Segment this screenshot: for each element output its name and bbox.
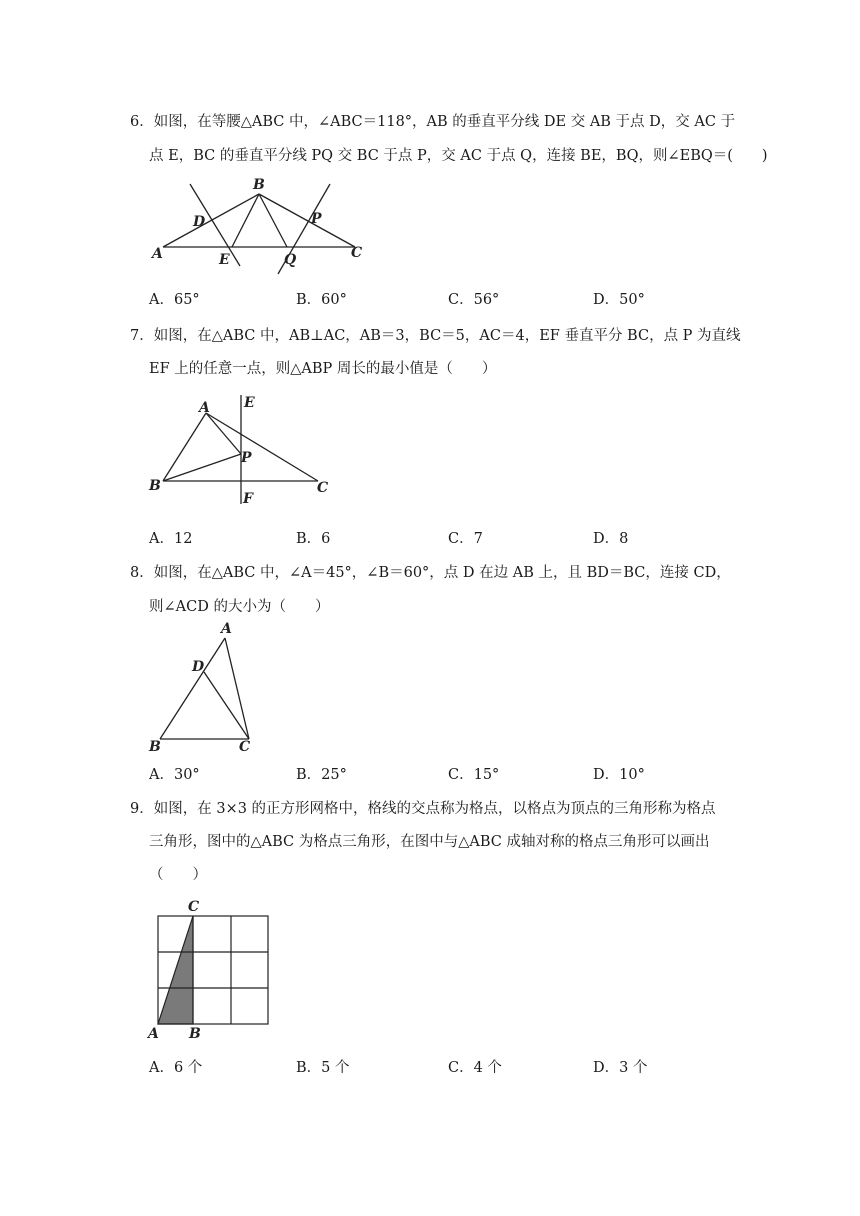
question-6-figure (145, 170, 375, 280)
question-8-option-c[interactable]: C．15° (448, 767, 500, 783)
question-9-line-3: （ ） (149, 867, 207, 883)
fig7-label-b: B (149, 478, 161, 494)
question-6-option-a[interactable]: A．65° (149, 292, 200, 308)
question-8-option-b[interactable]: B．25° (296, 767, 347, 783)
fig6-label-p: P (311, 211, 322, 227)
fig8-label-b: B (149, 739, 161, 755)
fig7-label-p: P (241, 450, 252, 466)
question-9-option-b[interactable]: B．5 个 (296, 1060, 350, 1076)
fig6-label-b: B (253, 177, 265, 193)
question-7-option-d[interactable]: D．8 (593, 531, 629, 547)
fig6-label-e: E (219, 252, 230, 268)
question-8-option-a[interactable]: A．30° (149, 767, 200, 783)
fig7-label-e: E (244, 395, 255, 411)
question-8-line-1: 8．如图，在△ABC 中，∠A＝45°，∠B＝60°，点 D 在边 AB 上，且 BD＝BC，连接 CD， (130, 565, 731, 581)
question-9-option-c[interactable]: C．4 个 (448, 1060, 502, 1076)
fig9-label-c: C (188, 899, 200, 915)
fig6-label-c: C (351, 245, 363, 261)
fig6-label-d: D (193, 214, 206, 230)
fig7-label-c: C (317, 480, 329, 496)
fig7-label-a: A (199, 400, 210, 416)
question-8-figure (145, 620, 265, 760)
question-6-line-1: 6．如图，在等腰△ABC 中，∠ABC＝118°，AB 的垂直平分线 DE 交 AB 于点 D，交 AC 于 (130, 114, 736, 130)
fig6-label-a: A (152, 246, 163, 262)
question-9-option-a[interactable]: A．6 个 (149, 1060, 203, 1076)
question-7-line-2: EF 上的任意一点，则△ABP 周长的最小值是（ ） (149, 361, 497, 377)
question-9-line-1: 9．如图，在 3×3 的正方形网格中，格线的交点称为格点，以格点为顶点的三角形称为格点 (130, 801, 716, 817)
question-7-line-1: 7．如图，在△ABC 中，AB⊥AC，AB＝3，BC＝5，AC＝4，EF 垂直平分 BC，点 P 为直线 (130, 328, 741, 344)
fig8-label-d: D (192, 659, 205, 675)
fig7-label-f: F (243, 491, 253, 507)
question-6-option-d[interactable]: D．50° (593, 292, 645, 308)
fig6-label-q: Q (284, 252, 297, 268)
question-6-line-2: 点 E，BC 的垂直平分线 PQ 交 BC 于点 P，交 AC 于点 Q，连接 BE，BQ，则∠EBQ＝( ) (149, 148, 768, 164)
fig8-label-a: A (221, 621, 232, 637)
question-8-line-2: 则∠ACD 的大小为（ ） (149, 599, 330, 615)
question-9-figure (145, 896, 285, 1046)
question-9-line-2: 三角形，图中的△ABC 为格点三角形，在图中与△ABC 成轴对称的格点三角形可以画出 (149, 834, 710, 850)
question-8-option-d[interactable]: D．10° (593, 767, 645, 783)
fig8-label-c: C (239, 739, 251, 755)
fig9-label-b: B (189, 1026, 201, 1042)
question-7-option-c[interactable]: C．7 (448, 531, 483, 547)
question-7-figure (145, 392, 345, 512)
question-7-option-a[interactable]: A．12 (149, 531, 193, 547)
question-6-option-c[interactable]: C．56° (448, 292, 500, 308)
question-7-option-b[interactable]: B．6 (296, 531, 331, 547)
question-9-option-d[interactable]: D．3 个 (593, 1060, 648, 1076)
question-6-option-b[interactable]: B．60° (296, 292, 347, 308)
fig9-label-a: A (148, 1026, 159, 1042)
